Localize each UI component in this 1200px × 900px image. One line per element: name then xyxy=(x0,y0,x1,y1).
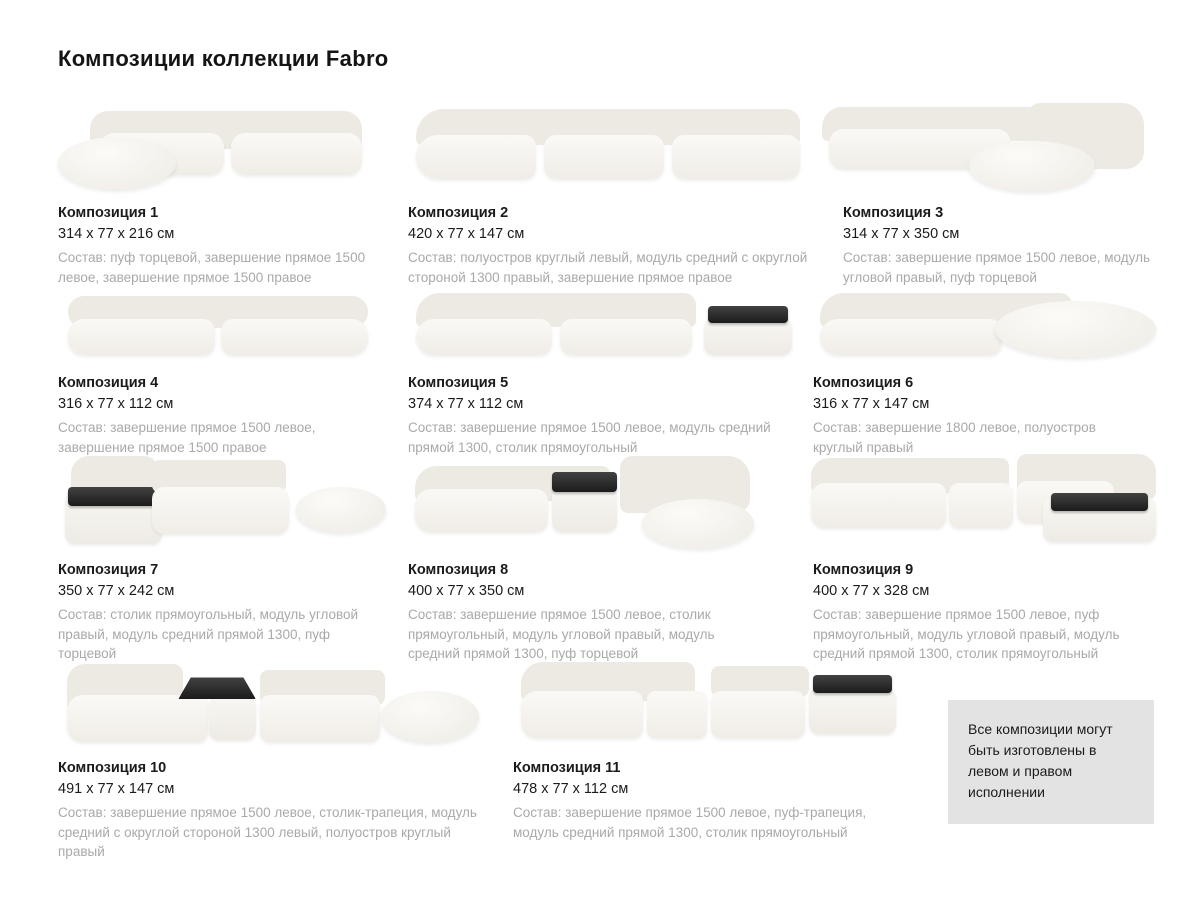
composition-dimensions: 400 x 77 x 328 см xyxy=(813,583,930,599)
sofa-illustration xyxy=(813,285,1163,365)
composition-name: Композиция 5 xyxy=(408,375,509,391)
composition-dimensions: 316 x 77 x 112 см xyxy=(58,396,174,412)
sofa-illustration xyxy=(58,450,393,552)
composition-card xyxy=(843,95,1165,287)
sofa-module xyxy=(416,319,552,356)
composition-dimensions: 316 x 77 x 147 см xyxy=(813,396,930,412)
composition-dimensions: 491 x 77 x 147 см xyxy=(58,781,175,797)
sofa-illustration xyxy=(815,95,1165,195)
composition-description: Состав: завершение прямое 1500 левое, столик прямоугольный, модуль угловой правый, модуль средний прямой 1300, пуф торцевой xyxy=(408,607,715,661)
sofa-module xyxy=(647,691,706,738)
composition-dimensions: 374 x 77 x 112 см xyxy=(408,396,524,412)
sofa-module xyxy=(381,691,480,742)
composition-dimensions: 314 x 77 x 216 см xyxy=(58,226,175,242)
sofa-module xyxy=(68,319,215,356)
sofa-illustration xyxy=(513,652,908,750)
sofa-module xyxy=(416,135,536,179)
composition-description: Состав: столик прямоугольный, модуль угловой правый, модуль средний прямой 1300, пуф торцевой xyxy=(58,607,359,661)
sofa-module xyxy=(58,137,176,189)
table-top xyxy=(552,472,617,491)
sofa-module xyxy=(642,499,754,548)
sofa-module xyxy=(67,695,209,742)
composition-card xyxy=(408,285,808,457)
sofa-module xyxy=(209,695,256,740)
composition-card xyxy=(58,652,488,862)
sofa-module xyxy=(949,483,1013,528)
sofa-illustration xyxy=(408,450,768,552)
sofa-module xyxy=(552,487,617,532)
sofa-module xyxy=(152,487,289,534)
composition-name: Композиция 6 xyxy=(813,375,914,391)
sofa-illustration xyxy=(408,285,808,365)
sofa-module xyxy=(809,687,896,734)
composition-name: Композиция 2 xyxy=(408,205,509,221)
sofa-module xyxy=(711,691,806,738)
composition-name: Композиция 11 xyxy=(513,760,621,776)
sofa-module xyxy=(221,319,368,356)
composition-description: Состав: пуф торцевой, завершение прямое 1500 левое, завершение прямое 1500 правое xyxy=(58,250,366,285)
composition-description: Состав: завершение прямое 1500 левое, модуль средний прямой 1300, столик прямоугольный xyxy=(408,420,771,455)
sofa-illustration xyxy=(803,450,1178,552)
composition-description: Состав: завершение прямое 1500 левое, завершение прямое 1500 правое xyxy=(58,420,316,455)
composition-name: Композиция 4 xyxy=(58,375,159,391)
sofa-module xyxy=(811,483,946,528)
composition-description: Состав: полуостров круглый левый, модуль средний с округлой стороной 1300 правый, завершение прямое правое xyxy=(408,250,808,285)
composition-dimensions: 350 x 77 x 242 см xyxy=(58,583,175,599)
composition-card xyxy=(513,652,908,842)
sofa-module xyxy=(521,691,643,738)
composition-card xyxy=(408,450,768,664)
composition-description: Состав: завершение прямое 1500 левое, столик-трапеция, модуль средний с округлой стороной 1300 левый, полуостров круглый правый xyxy=(58,805,477,859)
sofa-module xyxy=(560,319,692,356)
sofa-illustration xyxy=(408,95,808,195)
composition-name: Композиция 3 xyxy=(843,205,944,221)
sofa-illustration xyxy=(58,652,488,750)
composition-name: Композиция 7 xyxy=(58,562,159,578)
sofa-module xyxy=(260,695,380,742)
sofa-illustration xyxy=(58,285,378,365)
table-top xyxy=(708,306,788,324)
composition-card xyxy=(58,95,388,287)
sofa-module xyxy=(296,487,386,532)
composition-name: Композиция 10 xyxy=(58,760,167,776)
table-top xyxy=(1051,493,1149,511)
table-top xyxy=(178,677,255,699)
composition-description: Состав: завершение прямое 1500 левое, пуф прямоугольный, модуль угловой правый, модуль средний прямой 1300, столик прямоугольный xyxy=(813,607,1120,661)
composition-name: Композиция 9 xyxy=(813,562,914,578)
sofa-illustration xyxy=(58,95,378,195)
composition-dimensions: 420 x 77 x 147 см xyxy=(408,226,525,242)
sofa-module xyxy=(820,319,1002,356)
composition-card xyxy=(813,450,1178,664)
composition-card xyxy=(813,285,1163,457)
note-box xyxy=(948,700,1154,824)
sofa-module xyxy=(995,301,1156,357)
sofa-module xyxy=(415,489,548,532)
note-text: Все композиции могут быть изготовлены в левом и правом исполнении xyxy=(968,721,1113,800)
composition-dimensions: 400 x 77 x 350 см xyxy=(408,583,525,599)
composition-dimensions: 478 x 77 x 112 см xyxy=(513,781,629,797)
composition-name: Композиция 8 xyxy=(408,562,509,578)
sofa-module xyxy=(969,141,1095,191)
sofa-module xyxy=(672,135,800,179)
composition-card xyxy=(58,285,388,457)
composition-dimensions: 314 x 77 x 350 см xyxy=(843,226,960,242)
composition-card xyxy=(58,450,393,664)
composition-description: Состав: завершение прямое 1500 левое, пуф-трапеция, модуль средний прямой 1300, столик прямоугольный xyxy=(513,805,867,840)
page-title: Композиции коллекции Fabro xyxy=(58,46,389,71)
sofa-module xyxy=(231,133,362,175)
composition-name: Композиция 1 xyxy=(58,205,159,221)
sofa-module xyxy=(544,135,664,179)
table-top xyxy=(68,487,155,506)
table-top xyxy=(813,675,892,694)
composition-card xyxy=(408,95,813,287)
composition-description: Состав: завершение прямое 1500 левое, модуль угловой правый, пуф торцевой xyxy=(843,250,1151,285)
composition-description: Состав: завершение 1800 левое, полуостров круглый правый xyxy=(813,420,1096,455)
